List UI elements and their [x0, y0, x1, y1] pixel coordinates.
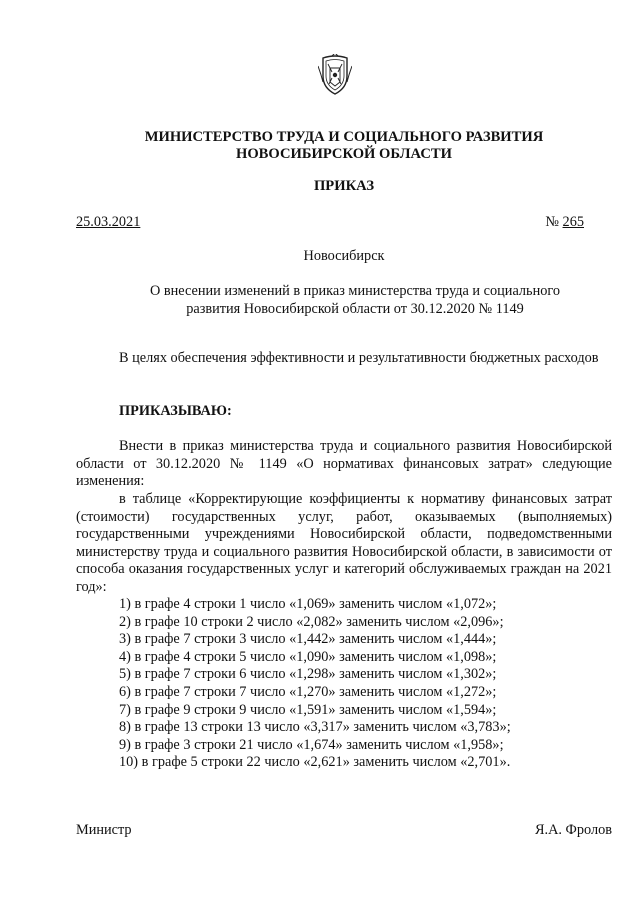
list-item: 9) в графе 3 строки 21 число «1,674» заменить числом «1,958»; [119, 736, 504, 753]
list-item: 7) в графе 9 строки 9 число «1,591» заменить числом «1,594»; [119, 701, 497, 718]
signatory-position: Министр [76, 822, 132, 838]
list-item: 8) в графе 13 строки 13 число «3,317» заменить числом «3,783»; [119, 719, 511, 736]
list-item: 10) в графе 5 строки 22 число «2,621» заменить числом «2,701». [119, 754, 511, 771]
coat-of-arms-icon [318, 54, 352, 96]
city: Новосибирск [303, 248, 385, 264]
table-paragraph: в таблице «Корректирующие коэффициенты к нормативу финансовых затрат (стоимости) государственных услуг, работ, оказываемых (выполняемых) государственными учреждениями Новосибирской области, подведомственными министерству труда и социального развития Новосибирской области, в зависимости от способа оказания государственных услуг и категорий обслуживаемых граждан на 2021 год»: [76, 491, 612, 595]
purpose-paragraph: В целях обеспечения эффективности и результативности бюджетных расходов [119, 350, 599, 366]
order-number [545, 214, 584, 231]
list-item: 4) в графе 4 строки 5 число «1,090» заменить числом «1,098»; [119, 648, 497, 665]
list-item: 2) в графе 10 строки 2 число «2,082» заменить числом «2,096»; [119, 613, 504, 630]
intro-paragraph: Внести в приказ министерства труда и социального развития Новосибирской области от 30.12.2020 № 1149 «О нормативах финансовых затрат» следующие изменения: [76, 438, 612, 490]
ministry-name [76, 129, 612, 163]
order-directive: ПРИКАЗЫВАЮ: [119, 403, 232, 419]
order-number-value: 265 [562, 214, 584, 230]
changes-list [119, 596, 511, 772]
list-item: 1) в графе 4 строки 1 число «1,069» заменить числом «1,072»; [119, 596, 497, 612]
order-subject [120, 282, 590, 318]
order-subject-line2: развития Новосибирской области от 30.12.2020 № 1149 [186, 301, 524, 317]
list-item: 3) в графе 7 строки 3 число «1,442» заменить числом «1,444»; [119, 631, 497, 648]
ministry-name-line2: НОВОСИБИРСКОЙ ОБЛАСТИ [235, 146, 452, 162]
signatory-name: Я.А. Фролов [534, 822, 612, 838]
order-date: 25.03.2021 [76, 214, 141, 230]
list-item: 5) в графе 7 строки 6 число «1,298» заменить числом «1,302»; [119, 666, 497, 683]
ministry-name-line1: МИНИСТЕРСТВО ТРУДА И СОЦИАЛЬНОГО РАЗВИТИЯ [144, 129, 544, 145]
order-subject-line1: О внесении изменений в приказ министерства труда и социального [149, 283, 561, 299]
order-number-prefix: № [545, 214, 563, 230]
document-type: ПРИКАЗ [313, 178, 375, 194]
list-item: 6) в графе 7 строки 7 число «1,270» заменить числом «1,272»; [119, 683, 497, 700]
